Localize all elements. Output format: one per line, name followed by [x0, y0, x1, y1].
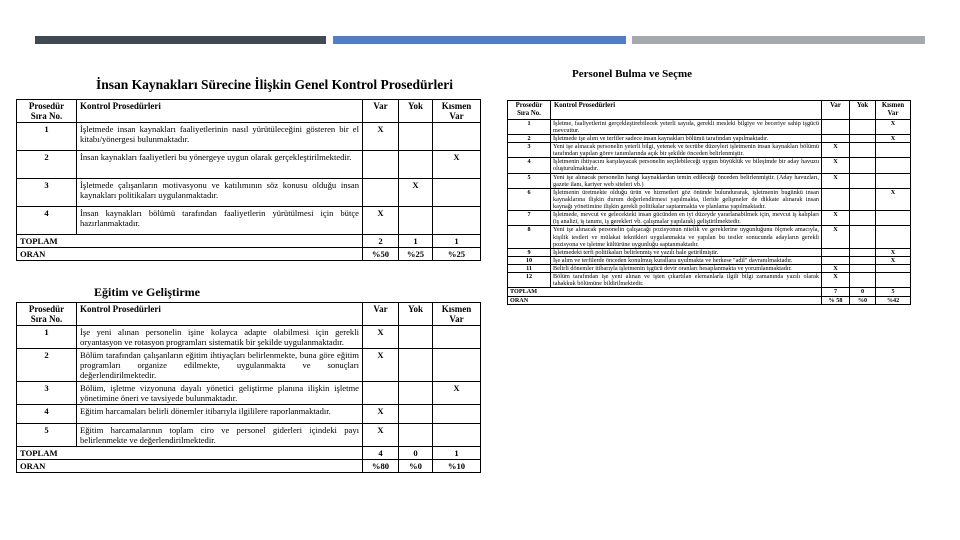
row-var-mark: X — [822, 158, 850, 173]
ratio-row-kismen: %42 — [876, 296, 911, 304]
row-procedure-text: Belirli dönemler itibarıyla işletmenin işgücü devir oranları hesaplanmakta ve yorumlanmaktadır. — [551, 265, 822, 273]
row-number: 8 — [508, 226, 551, 248]
row-number: 10 — [508, 256, 551, 264]
row-kismen-mark — [876, 265, 911, 273]
row-procedure-text: İnsan kaynakları bölümü tarafından faaliyetlerin yürütülmesi için bütçe hazırlanmaktadır. — [77, 207, 363, 235]
row-number: 4 — [17, 405, 77, 424]
row-var-mark: X — [822, 211, 850, 226]
row-yok-mark — [399, 349, 433, 382]
row-procedure-text: İşletmede işe alım ve terfiler sadece insan kaynakları bölümü tarafından yapılmaktadır. — [551, 134, 822, 142]
col-no: Prosedür Sıra No. — [508, 101, 551, 120]
decor-bar-gray — [632, 36, 925, 44]
ratio-row-label: ORAN — [508, 296, 822, 304]
table-row — [17, 424, 481, 447]
col-var: Var — [822, 101, 850, 120]
ratio-row-yok: %0 — [399, 460, 433, 473]
total-row-var: 4 — [363, 447, 399, 460]
row-yok-mark — [399, 151, 433, 179]
table-row — [17, 382, 481, 405]
table3-title: Personel Bulma ve Seçme — [572, 68, 693, 80]
row-var-mark — [363, 151, 399, 179]
row-kismen-mark — [433, 405, 481, 424]
col-procedure: Kontrol Prosedürleri — [77, 303, 363, 326]
row-var-mark — [822, 256, 850, 264]
row-var-mark — [363, 382, 399, 405]
col-kismen: Kısmen Var — [876, 101, 911, 120]
row-yok-mark — [850, 173, 876, 188]
row-yok-mark: X — [399, 179, 433, 207]
row-yok-mark — [399, 207, 433, 235]
row-number: 6 — [508, 188, 551, 210]
row-number: 11 — [508, 265, 551, 273]
total-row — [508, 288, 911, 296]
ratio-row — [17, 460, 481, 473]
row-var-mark: X — [822, 226, 850, 248]
ratio-row-var: % 58 — [822, 296, 850, 304]
row-kismen-mark: X — [876, 256, 911, 264]
row-procedure-text: İşletmede, mevcut ve gelecekteki insan gücünden en iyi düzeyde yararlanabilmek için, mevcut iş kalıpları (iş analizi, iş tanımı, iş gerekleri vb. çalışmalar yapılarak) geliştirilmektedir. — [551, 211, 822, 226]
ratio-row-kismen: %25 — [433, 248, 481, 261]
col-procedure: Kontrol Prosedürleri — [77, 100, 363, 123]
table-header-row — [17, 100, 481, 123]
ratio-row — [17, 248, 481, 261]
table-row — [17, 151, 481, 179]
table-row — [508, 265, 911, 273]
table-row — [508, 134, 911, 142]
table-row — [508, 248, 911, 256]
row-procedure-text: İşletmenin ihtiyacını karşılayacak personelin seçilebileceği uygun büyüklük ve bileşimde bir aday havuzu oluşturulmaktadır. — [551, 158, 822, 173]
total-row-kismen: 1 — [433, 447, 481, 460]
col-procedure: Kontrol Prosedürleri — [551, 101, 822, 120]
row-kismen-mark — [876, 158, 911, 173]
row-var-mark — [822, 188, 850, 210]
row-kismen-mark: X — [876, 119, 911, 134]
row-var-mark: X — [822, 273, 850, 288]
row-number: 2 — [508, 134, 551, 142]
ratio-row — [508, 296, 911, 304]
row-yok-mark — [850, 158, 876, 173]
row-procedure-text: İşe yeni alınan personelin işine kolayca adapte olabilmesi için gerekli oryantasyon ve rotasyon programları sistematik bir şekilde uygulanmaktadır. — [77, 326, 363, 349]
row-procedure-text: İnsan kaynakları faaliyetleri bu yönergeye uygun olarak gerçekleştirilmektedir. — [77, 151, 363, 179]
table-row — [17, 207, 481, 235]
table-row — [17, 349, 481, 382]
row-yok-mark — [850, 273, 876, 288]
row-yok-mark — [850, 256, 876, 264]
row-kismen-mark — [876, 173, 911, 188]
ratio-row-kismen: %10 — [433, 460, 481, 473]
ratio-row-label: ORAN — [17, 248, 363, 261]
row-number: 5 — [508, 173, 551, 188]
row-kismen-mark — [433, 207, 481, 235]
table-training — [16, 302, 481, 473]
total-row-yok: 0 — [850, 288, 876, 296]
row-kismen-mark: X — [433, 382, 481, 405]
table-header-row — [17, 303, 481, 326]
row-yok-mark — [399, 424, 433, 447]
total-row — [17, 447, 481, 460]
row-kismen-mark — [876, 226, 911, 248]
col-yok: Yok — [850, 101, 876, 120]
row-procedure-text: Bölüm tarafından işe yeni alınan ve işten çıkartılan elemanlarla ilgili bilgi zamanında yazılı olarak tahakkuk bölümüne bildirilmektedir. — [551, 273, 822, 288]
ratio-row-var: %80 — [363, 460, 399, 473]
col-kismen: Kısmen Var — [433, 100, 481, 123]
row-yok-mark — [850, 134, 876, 142]
total-row-yok: 0 — [399, 447, 433, 460]
row-yok-mark — [399, 123, 433, 151]
row-var-mark — [363, 179, 399, 207]
total-row-var: 7 — [822, 288, 850, 296]
row-kismen-mark — [433, 326, 481, 349]
row-kismen-mark — [876, 143, 911, 158]
row-kismen-mark: X — [433, 151, 481, 179]
row-kismen-mark: X — [876, 248, 911, 256]
col-var: Var — [363, 303, 399, 326]
ratio-row-yok: %0 — [850, 296, 876, 304]
row-kismen-mark: X — [876, 188, 911, 210]
row-procedure-text: Eğitim harcamaları belirli dönemler itibarıyla ilgililere raporlanmaktadır. — [77, 405, 363, 424]
table-row — [508, 119, 911, 134]
total-row-label: TOPLAM — [508, 288, 822, 296]
total-row-label: TOPLAM — [17, 447, 363, 460]
table-row — [508, 158, 911, 173]
col-kismen: Kısmen Var — [433, 303, 481, 326]
row-number: 1 — [508, 119, 551, 134]
row-number: 4 — [17, 207, 77, 235]
row-yok-mark — [850, 143, 876, 158]
row-number: 7 — [508, 211, 551, 226]
row-procedure-text: Yeni işe alınacak personelin yeterli bilgi, yetenek ve tecrübe düzeyleri işletmenin insan kaynakları bölümü tarafından yapılan görev tanımlarında açık bir şekilde önceden belirlenmiştir. — [551, 143, 822, 158]
col-yok: Yok — [399, 303, 433, 326]
row-procedure-text: İşletmede çalışanların motivasyonu ve katılımının söz konusu olduğu insan kaynakları politikaları uygulanmaktadır. — [77, 179, 363, 207]
row-procedure-text: İşletmenin üretmekte olduğu ürün ve hizmetleri göz önünde bulundurarak, işletmenin bugünkü insan kaynaklarına ilişkin durum değerlendirmesi yapılmakta, ileride gelişmeler de dikkate alınarak insan kaynağı yönetimine ilişkin gerekli politikalar saptanmakta ve planlama yapılmaktadır. — [551, 188, 822, 210]
row-procedure-text: İşletme, faaliyetlerini gerçekleştirebilecek yeterli sayıda, gerekli mesleki bilgiye ve beceriye sahip işgücü mevcuttur. — [551, 119, 822, 134]
col-var: Var — [363, 100, 399, 123]
row-yok-mark — [399, 405, 433, 424]
row-yok-mark — [850, 211, 876, 226]
row-kismen-mark — [433, 424, 481, 447]
row-kismen-mark — [433, 179, 481, 207]
row-number: 3 — [17, 179, 77, 207]
row-var-mark: X — [822, 265, 850, 273]
table-row — [508, 273, 911, 288]
ratio-row-yok: %25 — [399, 248, 433, 261]
row-var-mark: X — [363, 326, 399, 349]
row-kismen-mark — [433, 349, 481, 382]
table-row — [508, 226, 911, 248]
row-procedure-text: İşe alım ve terfilerde önceden konulmuş kurallara uyulmakta ve herkese "adil" davranılmaktadır. — [551, 256, 822, 264]
row-var-mark: X — [822, 173, 850, 188]
row-var-mark: X — [363, 424, 399, 447]
table1-title: İnsan Kaynakları Sürecine İlişkin Genel Kontrol Prosedürleri — [96, 77, 454, 92]
row-number: 2 — [17, 151, 77, 179]
row-procedure-text: Eğitim harcamalarının toplam ciro ve personel giderleri içindeki payı belirlenmekte ve değerlendirilmektedir. — [77, 424, 363, 447]
row-kismen-mark — [433, 123, 481, 151]
col-no: Prosedür Sıra No. — [17, 100, 77, 123]
row-number: 5 — [17, 424, 77, 447]
row-yok-mark — [850, 226, 876, 248]
total-row-kismen: 5 — [876, 288, 911, 296]
row-number: 2 — [17, 349, 77, 382]
row-yok-mark — [850, 119, 876, 134]
table-row — [17, 405, 481, 424]
total-row-label: TOPLAM — [17, 235, 363, 248]
table2-title: Eğitim ve Geliştirme — [94, 285, 200, 299]
row-yok-mark — [850, 188, 876, 210]
total-row-var: 2 — [363, 235, 399, 248]
table-row — [17, 123, 481, 151]
total-row — [17, 235, 481, 248]
table-recruitment — [507, 100, 911, 305]
row-procedure-text: İşletmedeki terfi politikaları belirlenmiş ve yazılı hale getirilmiştir. — [551, 248, 822, 256]
row-var-mark — [822, 248, 850, 256]
row-var-mark: X — [363, 405, 399, 424]
row-number: 3 — [17, 382, 77, 405]
row-var-mark: X — [363, 207, 399, 235]
total-row-yok: 1 — [399, 235, 433, 248]
col-no: Prosedür Sıra No. — [17, 303, 77, 326]
total-row-kismen: 1 — [433, 235, 481, 248]
row-number: 1 — [17, 123, 77, 151]
col-yok: Yok — [399, 100, 433, 123]
table-row — [508, 256, 911, 264]
row-yok-mark — [399, 326, 433, 349]
row-var-mark: X — [363, 123, 399, 151]
row-kismen-mark: X — [876, 134, 911, 142]
row-procedure-text: Bölüm tarafından çalışanların eğitim ihtiyaçları belirlenmekte, buna göre eğitim programları organize edilmekte, uygulanmakta ve sonuçları değerlendirilmektedir. — [77, 349, 363, 382]
ratio-row-var: %50 — [363, 248, 399, 261]
table-row — [17, 179, 481, 207]
table-row — [508, 188, 911, 210]
table-header-row — [508, 101, 911, 120]
row-number: 1 — [17, 326, 77, 349]
row-number: 9 — [508, 248, 551, 256]
table-row — [508, 143, 911, 158]
row-kismen-mark — [876, 211, 911, 226]
row-var-mark — [822, 134, 850, 142]
decor-bar-dark — [35, 36, 326, 44]
row-procedure-text: Bölüm, işletme vizyonuna dayalı yönetici geliştirme planına ilişkin işletme yönetimine öneri ve tavsiyede bulunmaktadır. — [77, 382, 363, 405]
row-procedure-text: İşletmede insan kaynakları faaliyetlerinin nasıl yürütüleceğini gösteren bir el kitabı/yönergesi bulunmaktadır. — [77, 123, 363, 151]
row-yok-mark — [850, 248, 876, 256]
table-row — [17, 326, 481, 349]
row-number: 4 — [508, 158, 551, 173]
ratio-row-label: ORAN — [17, 460, 363, 473]
row-kismen-mark — [876, 273, 911, 288]
row-number: 3 — [508, 143, 551, 158]
row-yok-mark — [850, 265, 876, 273]
row-procedure-text: Yeni işe alınacak personelin hangi kaynaklardan temin edileceği önceden belirlenmiştir. (Aday havuzları, gazete ilanı, kariyer web siteleri vb.) — [551, 173, 822, 188]
row-var-mark: X — [363, 349, 399, 382]
row-procedure-text: Yeni işe alınacak personelin çalışacağı pozisyonun nitelik ve gereklerine uygunluğunu ölçmek amacıyla, kişilik testleri ve mülakat teknikleri uygulanmakta ve yapılan bu testler sonucunda adayların gerekli pozisyona ve işletme kültürüne uygunluğu saptanmaktadır. — [551, 226, 822, 248]
table-row — [508, 173, 911, 188]
table-row — [508, 211, 911, 226]
table-general-control — [16, 99, 481, 261]
decor-bar-blue — [333, 36, 626, 44]
row-var-mark — [822, 119, 850, 134]
row-yok-mark — [399, 382, 433, 405]
row-number: 12 — [508, 273, 551, 288]
row-var-mark: X — [822, 143, 850, 158]
